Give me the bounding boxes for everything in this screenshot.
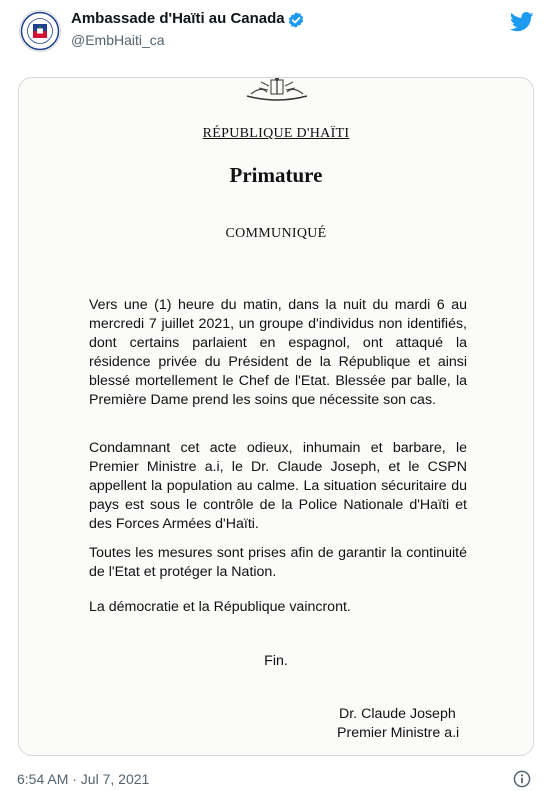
- verified-badge-icon: [287, 11, 305, 29]
- tweet-timestamp[interactable]: 6:54 AM · Jul 7, 2021: [17, 771, 150, 787]
- embassy-seal-icon: [20, 11, 60, 51]
- account-name[interactable]: Ambassade d'Haïti au Canada: [71, 10, 285, 27]
- paragraph-condemnation: Condamnant cet acte odieux, inhumain et barbare, le Premier Ministre a.i, le Dr. Claude Joseph, et le CSPN appellent la population au calme. La situation sécuritaire du pays est sous le contrôle de la Police Nationale d'Haïti et des Forces Armées d'Haïti.: [89, 440, 467, 532]
- paragraph-democracy: La démocratie et la République vaincront.: [89, 599, 351, 615]
- avatar[interactable]: [19, 10, 61, 52]
- paragraph-attack: Vers une (1) heure du matin, dans la nuit du mardi 6 au mercredi 7 juillet 2021, un groupe d'individus non identifiés, dont certains parlaient en espagnol, ont attaqué la résidence privée du Président de la République et ainsi blessé mortellement le Chef de l'Etat. Blessée par balle, la Première Dame prend les soins que nécessite son cas.: [89, 297, 467, 408]
- republic-header: RÉPUBLIQUE D'HAÏTI: [202, 126, 350, 141]
- communique-image[interactable]: [18, 77, 534, 756]
- paragraph-measures: Toutes les mesures sont prises afin de garantir la continuité de l'Etat et protéger la Nation.: [89, 545, 467, 580]
- twitter-bird-icon[interactable]: [510, 12, 534, 32]
- tweet-header: [13, 6, 534, 54]
- signature-title: Premier Ministre a.i: [337, 725, 460, 741]
- document-page: [19, 78, 533, 755]
- info-icon[interactable]: [513, 770, 531, 788]
- closing-text: Fin.: [264, 653, 288, 669]
- signature-name: Dr. Claude Joseph: [339, 706, 456, 722]
- account-handle[interactable]: @EmbHaiti_ca: [71, 32, 165, 48]
- document-heading: COMMUNIQUÉ: [225, 226, 327, 241]
- document-title: Primature: [229, 163, 323, 187]
- haiti-coat-of-arms-icon: [241, 77, 313, 102]
